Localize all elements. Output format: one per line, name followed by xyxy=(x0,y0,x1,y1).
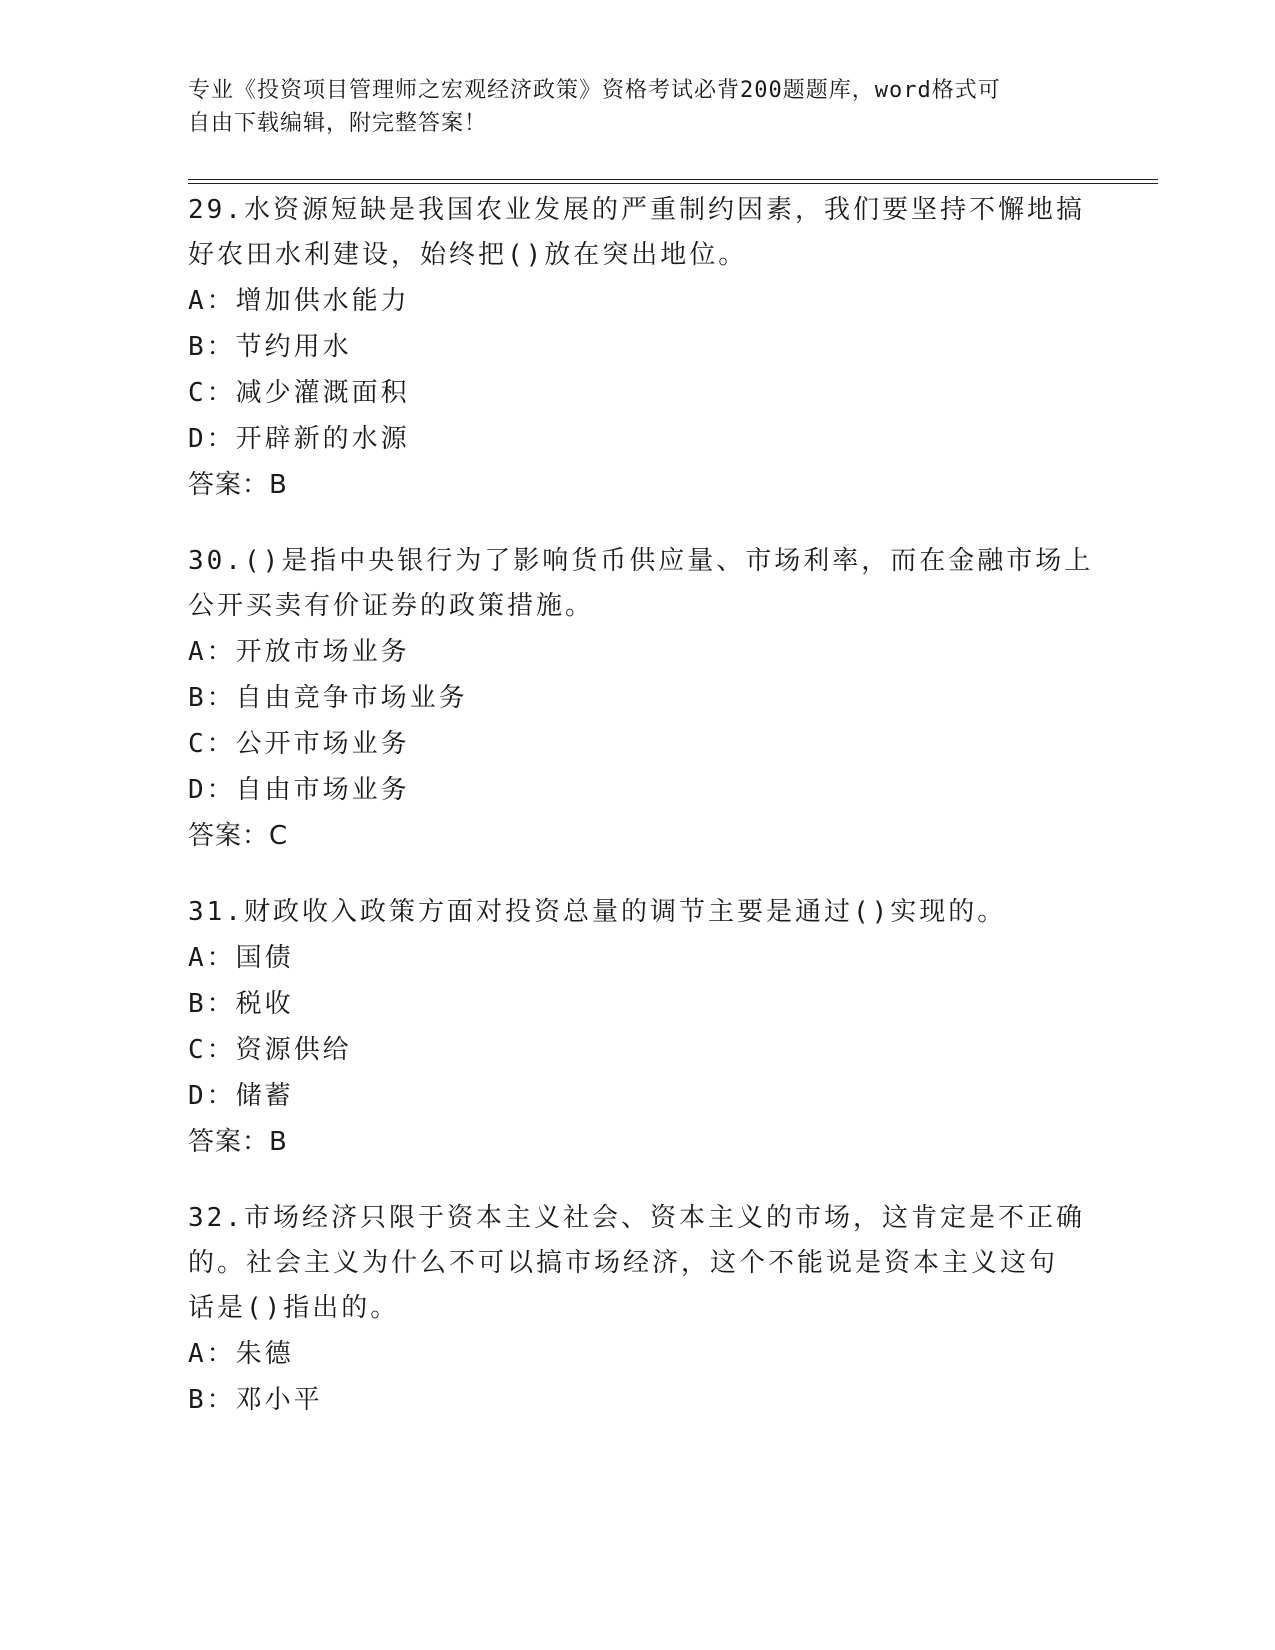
question-stem: 31.财政收入政策方面对投资总量的调节主要是通过()实现的。 xyxy=(188,897,1007,927)
option-a: A：国债 xyxy=(188,943,294,973)
option-c: C：资源供给 xyxy=(188,1035,352,1065)
question-stem: 30.()是指中央银行为了影响货币供应量、市场利率，而在金融市场上 xyxy=(188,546,1094,576)
option-c: C：减少灌溉面积 xyxy=(188,378,410,408)
option-b: B：自由竞争市场业务 xyxy=(188,683,468,713)
question-29 xyxy=(188,188,1088,508)
answer-label: 答案：B xyxy=(188,1127,288,1157)
option-b: B：邓小平 xyxy=(188,1385,323,1415)
question-32 xyxy=(188,1196,1088,1423)
option-d: D：开辟新的水源 xyxy=(188,424,410,454)
answer-label: 答案：B xyxy=(188,470,288,500)
header-line-1: 专业《投资项目管理师之宏观经济政策》资格考试必背200题题库，word格式可 xyxy=(188,78,1001,103)
option-c: C：公开市场业务 xyxy=(188,729,410,759)
question-31 xyxy=(188,890,1088,1165)
question-stem: 的。社会主义为什么不可以搞市场经济，这个不能说是资本主义这句 xyxy=(188,1248,1059,1278)
option-a: A：朱德 xyxy=(188,1339,294,1369)
question-stem: 话是()指出的。 xyxy=(188,1293,400,1323)
document-header xyxy=(188,74,1068,140)
answer-label: 答案：C xyxy=(188,821,289,851)
question-list xyxy=(188,188,1094,1454)
question-stem: 好农田水利建设，始终把()放在突出地位。 xyxy=(188,240,748,270)
question-stem: 公开买卖有价证券的政策措施。 xyxy=(188,591,595,621)
option-b: B：节约用水 xyxy=(188,332,352,362)
option-a: A：增加供水能力 xyxy=(188,286,410,316)
header-line-2: 自由下载编辑，附完整答案！ xyxy=(188,111,488,136)
question-30 xyxy=(188,539,1094,859)
option-d: D：自由市场业务 xyxy=(188,775,410,805)
option-a: A：开放市场业务 xyxy=(188,637,410,667)
header-divider xyxy=(188,179,1158,184)
option-d: D：储蓄 xyxy=(188,1081,294,1111)
question-stem: 32.市场经济只限于资本主义社会、资本主义的市场，这肯定是不正确 xyxy=(188,1203,1085,1233)
option-b: B：税收 xyxy=(188,989,294,1019)
question-stem: 29.水资源短缺是我国农业发展的严重制约因素，我们要坚持不懈地搞 xyxy=(188,195,1085,225)
